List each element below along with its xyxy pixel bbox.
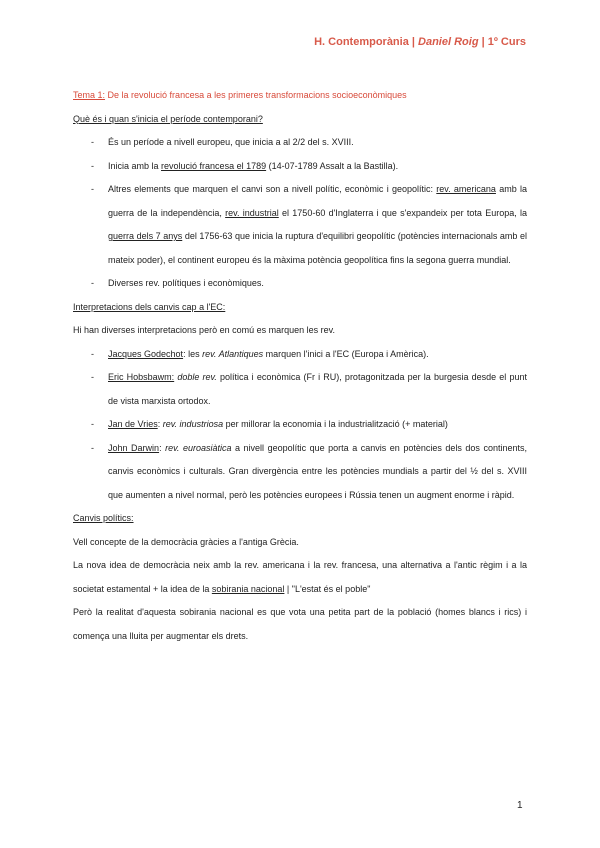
item-text: el 1750-60 d'Inglaterra i que s'expandeix per tota Europa, la bbox=[278, 207, 527, 218]
section-heading-contemporary: Què és i quan s'inicia el període contemporani? bbox=[73, 113, 263, 124]
section-heading-political: Canvis polítics: bbox=[73, 513, 134, 523]
author-name: Jan de Vries bbox=[108, 419, 158, 429]
interpretations-list bbox=[73, 343, 527, 508]
header-year: | 1º Curs bbox=[481, 36, 526, 48]
paragraph-text: La nova idea de democràcia neix amb la rev. americana i la rev. francesa, una alternativa a l'antic règim i a la societat estamental + la idea de la bbox=[73, 560, 527, 594]
list-item bbox=[73, 366, 527, 413]
item-text: : bbox=[159, 442, 166, 453]
item-text: política i econòmica (Fr i RU), protagonitzada per la burgesia desde el punt de vista marxista ortodox. bbox=[108, 372, 527, 406]
page-number: 1 bbox=[517, 800, 523, 811]
list-item bbox=[73, 155, 527, 179]
author-name: Eric Hobsbawm: bbox=[108, 372, 175, 382]
item-highlight: rev. americana bbox=[436, 184, 496, 194]
item-text: Diverses rev. polítiques i econòmiques. bbox=[108, 278, 264, 288]
list-item bbox=[73, 131, 527, 155]
item-highlight: rev. industrial bbox=[225, 207, 279, 218]
document-body bbox=[73, 84, 527, 648]
paragraph-text: | "L'estat és el poble" bbox=[284, 583, 371, 594]
topic-label: Tema 1: bbox=[73, 90, 106, 100]
list-item bbox=[73, 272, 527, 296]
item-text: (14-07-1789 Assalt a la Bastilla). bbox=[266, 160, 399, 171]
list-item bbox=[73, 437, 527, 508]
item-text: marquen l'inici a l'EC (Europa i Amèrica). bbox=[263, 348, 429, 359]
item-emphasis: rev. Atlantiques bbox=[202, 348, 264, 359]
item-text: amb la guerra de la independència, bbox=[108, 184, 528, 218]
item-text: : bbox=[157, 419, 163, 429]
list-item bbox=[73, 178, 527, 272]
item-highlight: guerra dels 7 anys bbox=[108, 231, 183, 241]
item-text: del 1756-63 que inicia la ruptura d'equilibri geopolític (potències internacionals amb el mateix poder), el continent europeu és la màxima potència geopolítica fins la segona guerra mundial. bbox=[108, 231, 527, 265]
item-text: Altres elements que marquen el canvi son a nivell polític, econòmic i geopolític: bbox=[108, 184, 437, 194]
header-course: H. Contemporània | bbox=[314, 36, 415, 48]
author-name: Jacques Godechot bbox=[108, 348, 184, 359]
page-header bbox=[314, 36, 526, 48]
topic-title bbox=[73, 84, 527, 108]
list-item bbox=[73, 343, 527, 367]
item-emphasis: rev. euroasiàtica bbox=[165, 442, 232, 453]
item-text: per millorar la economia i la industrialització (+ material) bbox=[223, 419, 448, 429]
section-heading-interpretations: Interpretacions dels canvis cap a l'EC: bbox=[73, 301, 226, 312]
political-paragraph: Però la realitat d'aquesta sobirania nacional es que vota una petita part de la població (homes blancs i rics) i comença una lluita per augmentar els drets. bbox=[73, 607, 527, 641]
list-item bbox=[73, 413, 527, 437]
political-paragraph: Vell concepte de la democràcia gràcies a l'antiga Grècia. bbox=[73, 536, 299, 547]
political-paragraph bbox=[73, 554, 527, 601]
item-text: : les bbox=[183, 348, 203, 359]
paragraph-highlight: sobirania nacional bbox=[211, 583, 285, 594]
item-text: És un període a nivell europeu, que inicia a al 2/2 del s. XVIII. bbox=[108, 137, 354, 147]
interpretations-intro: Hi han diverses interpretacions però en comú es marquen les rev. bbox=[73, 325, 335, 335]
contemporary-list bbox=[73, 131, 527, 296]
item-emphasis: doble rev. bbox=[177, 372, 217, 382]
item-text: Inicia amb la bbox=[108, 160, 162, 171]
topic-text: De la revolució francesa a les primeres transformacions socioeconòmiques bbox=[107, 90, 407, 100]
item-highlight: revolució francesa el 1789 bbox=[161, 160, 267, 171]
header-author: Daniel Roig bbox=[418, 36, 479, 48]
item-text: a nivell geopolític que porta a canvis en potències dels dos continents, canvis econòmics i culturals. Gran divergència entre les potències mundials a partir del ½ del s. XVIII que aumenten a nivel normal, però les potències europees i Rússia tenen un augment enorme i ràpid. bbox=[108, 442, 527, 500]
item-emphasis: rev. industriosa bbox=[162, 419, 224, 429]
author-name: John Darwin bbox=[108, 442, 160, 453]
